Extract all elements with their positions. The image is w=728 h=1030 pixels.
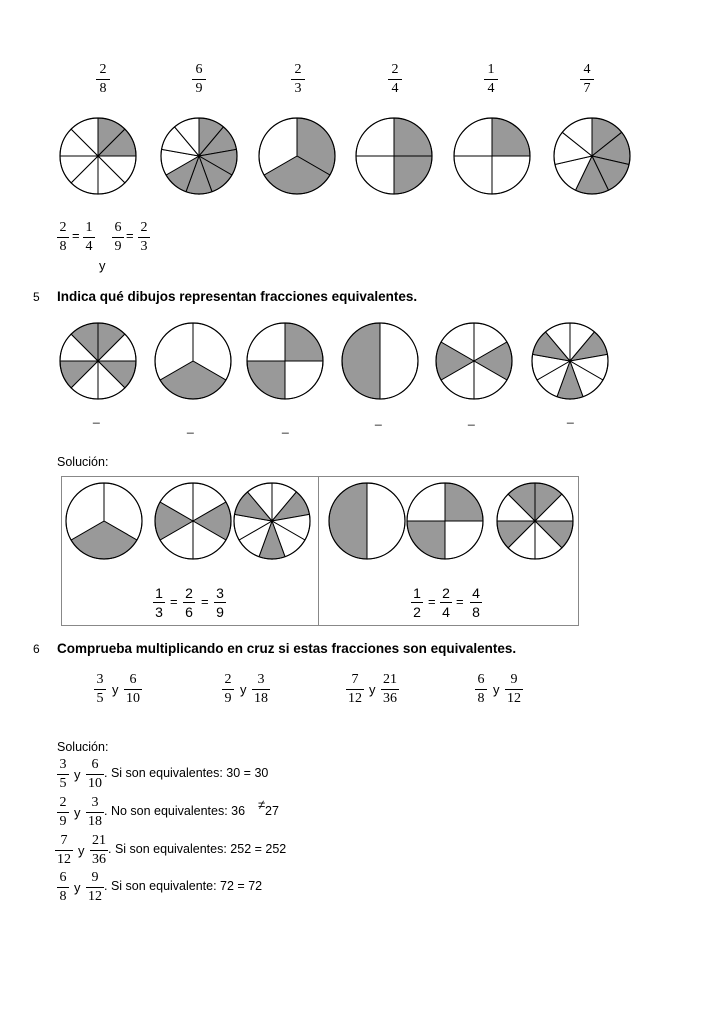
sol-frac-b <box>86 795 104 830</box>
numerator: 2 <box>391 62 399 77</box>
sol-frac-a <box>57 757 69 792</box>
denominator: 8 <box>477 691 485 706</box>
denominator: 2 <box>413 604 421 620</box>
sol-frac-3 <box>214 585 226 620</box>
sol-frac-a <box>55 833 73 868</box>
connector-y: y <box>112 682 119 697</box>
connector-y: y <box>74 767 81 782</box>
denominator: 8 <box>99 81 107 96</box>
equals-sign: = <box>428 594 436 609</box>
denominator: 4 <box>442 604 450 620</box>
numerator: 6 <box>129 672 137 687</box>
question-number: 6 <box>33 642 40 656</box>
numerator: 6 <box>477 672 485 687</box>
numerator: 6 <box>114 220 122 235</box>
sol-frac-6 <box>470 585 482 620</box>
pair-frac-a <box>346 672 364 707</box>
numerator: 9 <box>91 870 99 885</box>
question-title: Indica qué dibujos representan fracciones equivalentes. <box>57 289 418 304</box>
numerator: 1 <box>413 585 421 601</box>
numerator: 7 <box>351 672 359 687</box>
sol-frac-4 <box>411 585 423 620</box>
denominator: 9 <box>224 691 232 706</box>
pair-frac-a <box>94 672 106 707</box>
solution-text: . No son equivalentes: 36 <box>104 804 246 818</box>
answer-blank: _ <box>282 420 289 434</box>
denominator: 36 <box>383 691 397 706</box>
denominator: 18 <box>88 814 102 829</box>
numerator: 7 <box>60 833 68 848</box>
equals-sign: = <box>170 594 178 609</box>
denominator: 9 <box>114 239 122 254</box>
denominator: 12 <box>57 852 71 867</box>
denominator: 36 <box>92 852 106 867</box>
pair-frac-a <box>475 672 487 707</box>
denominator: 10 <box>88 776 102 791</box>
sol-frac-b <box>86 757 104 792</box>
denominator: 8 <box>59 889 67 904</box>
denominator: 8 <box>59 239 67 254</box>
sol-frac-a <box>57 795 69 830</box>
numerator: 6 <box>195 62 203 77</box>
numerator: 2 <box>224 672 232 687</box>
numerator: 2 <box>185 585 193 601</box>
denominator: 8 <box>472 604 480 620</box>
numerator: 3 <box>216 585 224 601</box>
denominator: 9 <box>195 81 203 96</box>
numerator: 2 <box>294 62 302 77</box>
pair-frac-b <box>505 672 523 707</box>
connector-y: y <box>99 258 106 273</box>
numerator: 21 <box>92 833 106 848</box>
numerator: 4 <box>583 62 591 77</box>
solution-text: . Si son equivalentes: 30 = 30 <box>104 766 269 780</box>
connector-y: y <box>240 682 247 697</box>
question-number: 5 <box>33 290 40 304</box>
numerator: 1 <box>85 220 93 235</box>
connector-y: y <box>74 805 81 820</box>
sol-frac-b <box>90 833 108 868</box>
fraction-circle <box>497 483 573 559</box>
denominator: 10 <box>126 691 140 706</box>
solution-text: . Si son equivalente: 72 = 72 <box>104 879 263 893</box>
denominator: 9 <box>59 814 67 829</box>
numerator: 1 <box>487 62 495 77</box>
sol-frac-b <box>86 870 104 905</box>
equals-sign: = <box>456 594 464 609</box>
connector-y: y <box>369 682 376 697</box>
denominator: 6 <box>185 604 193 620</box>
fraction-circle <box>407 483 483 559</box>
pair-frac-b <box>252 672 270 707</box>
answer-blank: _ <box>567 410 574 424</box>
numerator: 21 <box>383 672 397 687</box>
numerator: 2 <box>442 585 450 601</box>
sol-frac-a <box>57 870 69 905</box>
numerator: 2 <box>140 220 148 235</box>
numerator: 2 <box>59 795 67 810</box>
denominator: 5 <box>59 776 67 791</box>
connector-y: y <box>78 843 85 858</box>
numerator: 9 <box>510 672 518 687</box>
pair-frac-b <box>124 672 142 707</box>
denominator: 4 <box>85 239 93 254</box>
denominator: 4 <box>391 81 399 96</box>
numerator: 4 <box>472 585 480 601</box>
sol-frac-5 <box>440 585 452 620</box>
denominator: 12 <box>507 691 521 706</box>
numerator: 6 <box>91 757 99 772</box>
denominator: 3 <box>294 81 302 96</box>
answer-blank: _ <box>187 420 194 434</box>
answer-blank: _ <box>93 410 100 424</box>
equals-sign: = <box>126 228 134 243</box>
numerator: 2 <box>99 62 107 77</box>
denominator: 3 <box>140 239 148 254</box>
shaded-sector <box>329 483 367 559</box>
numerator: 2 <box>59 220 67 235</box>
answer-blank: _ <box>468 412 475 426</box>
equals-sign: = <box>72 228 80 243</box>
solution-label: Solución: <box>57 740 109 754</box>
not-equal-sign: ≠ <box>258 797 266 812</box>
question-title: Comprueba multiplicando en cruz si estas fracciones son equivalentes. <box>57 641 517 656</box>
sol-frac-2 <box>183 585 195 620</box>
denominator: 5 <box>96 691 104 706</box>
sol-frac-1 <box>153 585 165 620</box>
numerator: 3 <box>91 795 99 810</box>
denominator: 12 <box>348 691 362 706</box>
equals-sign: = <box>201 594 209 609</box>
pair-frac-a <box>222 672 234 707</box>
numerator: 6 <box>59 870 67 885</box>
connector-y: y <box>74 880 81 895</box>
empty-sector <box>367 483 405 559</box>
denominator: 18 <box>254 691 268 706</box>
denominator: 12 <box>88 889 102 904</box>
answer-blank: _ <box>375 412 382 426</box>
numerator: 1 <box>155 585 163 601</box>
solution-text: 27 <box>265 804 279 818</box>
denominator: 3 <box>155 604 163 620</box>
solution-label: Solución: <box>57 455 109 469</box>
denominator: 7 <box>583 81 591 96</box>
connector-y: y <box>493 682 500 697</box>
denominator: 9 <box>216 604 224 620</box>
numerator: 3 <box>257 672 265 687</box>
numerator: 3 <box>96 672 104 687</box>
pair-frac-b <box>381 672 399 707</box>
numerator: 3 <box>59 757 67 772</box>
denominator: 4 <box>487 81 495 96</box>
solution-text: . Si son equivalentes: 252 = 252 <box>108 842 287 856</box>
fraction-circle <box>329 483 405 559</box>
